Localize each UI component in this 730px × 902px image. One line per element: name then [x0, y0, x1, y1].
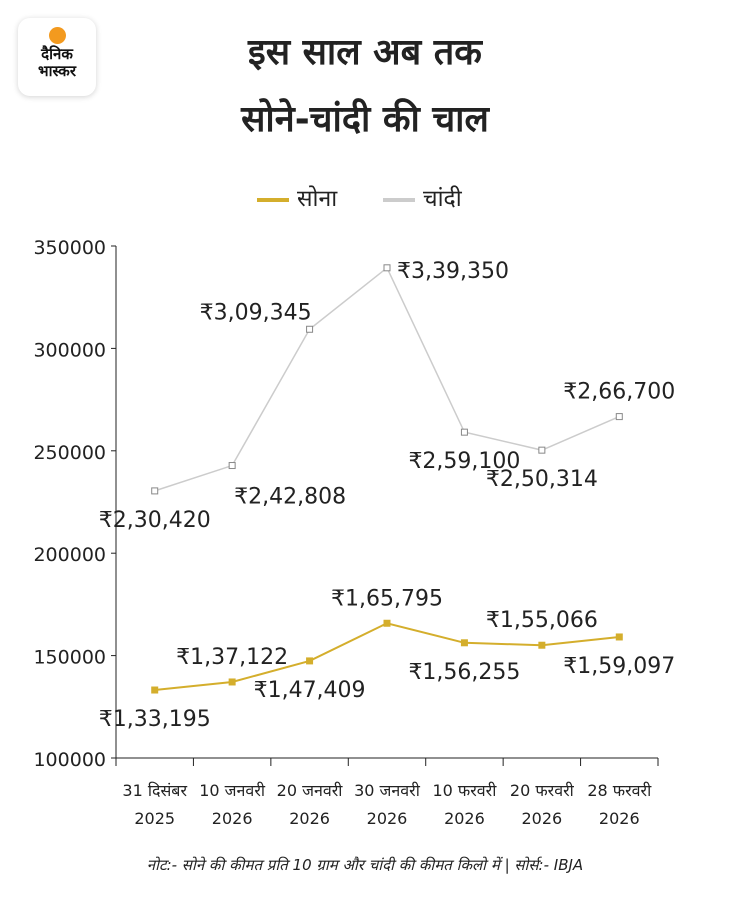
data-point-silver: [616, 414, 622, 420]
legend-label-silver: चांदी: [423, 186, 462, 212]
data-label-gold: ₹1,37,122: [176, 644, 289, 670]
logo-text-line2: भास्कर: [38, 62, 76, 80]
data-label-gold: ₹1,59,097: [563, 653, 676, 679]
x-tick-label-year: 2026: [598, 809, 640, 828]
data-label-gold: ₹1,56,255: [408, 659, 521, 685]
data-label-gold: ₹1,65,795: [331, 586, 443, 612]
data-label-silver: ₹2,50,314: [485, 467, 598, 493]
chart-title-line1: इस साल अब तक: [248, 32, 482, 73]
data-label-silver: ₹2,30,420: [98, 507, 211, 533]
data-point-gold: [229, 678, 236, 685]
data-label-silver: ₹2,42,808: [234, 484, 347, 510]
y-tick-label: 300000: [33, 339, 106, 362]
data-point-gold: [461, 639, 468, 646]
x-tick-label: 28 फरवरी: [587, 781, 652, 800]
data-point-silver: [384, 265, 390, 271]
x-tick-label-year: 2026: [211, 809, 253, 828]
y-tick-label: 200000: [33, 544, 106, 567]
data-label-gold: ₹1,33,195: [98, 707, 211, 733]
x-tick-label-year: 2026: [521, 809, 563, 828]
chart-note: नोट:- सोने की कीमत प्रति 10 ग्राम और चांदी की कीमत किलो में | सोर्स:- IBJA: [146, 856, 584, 874]
y-tick-label: 350000: [33, 237, 106, 259]
data-label-gold: ₹1,55,066: [485, 608, 598, 634]
x-tick-label: 31 दिसंबर: [122, 781, 188, 800]
data-label-silver: ₹3,39,350: [397, 258, 509, 284]
x-tick-label: 30 जनवरी: [354, 781, 420, 800]
data-point-gold: [151, 687, 158, 694]
x-tick-label-year: 2026: [444, 809, 485, 828]
legend-label-gold: सोना: [297, 186, 338, 212]
data-point-silver: [229, 463, 235, 469]
data-point-silver: [539, 447, 545, 453]
data-label-silver: ₹2,66,700: [563, 379, 676, 405]
data-point-gold: [306, 657, 313, 664]
y-tick-label: 250000: [33, 441, 106, 464]
x-tick-label-year: 2026: [289, 809, 330, 828]
data-label-silver: ₹2,59,100: [408, 449, 521, 475]
x-tick-label: 20 जनवरी: [276, 781, 343, 800]
x-tick-label-year: 2026: [366, 809, 408, 828]
data-point-gold: [616, 633, 623, 640]
x-tick-label-year: 2025: [134, 809, 176, 828]
data-point-silver: [152, 488, 158, 494]
y-tick-label: 100000: [33, 749, 106, 771]
data-point-gold: [538, 642, 545, 649]
data-label-silver: ₹3,09,345: [199, 300, 312, 326]
x-tick-label: 20 फरवरी: [509, 781, 574, 800]
x-tick-label: 10 फरवरी: [432, 781, 497, 800]
chart-title-line2: सोने-चांदी की चाल: [241, 99, 489, 140]
data-point-silver: [461, 429, 467, 435]
data-point-gold: [384, 620, 391, 627]
data-point-silver: [307, 326, 313, 332]
logo-text-line1: दैनिक: [41, 45, 73, 63]
y-tick-label: 150000: [33, 646, 106, 669]
x-tick-label: 10 जनवरी: [199, 781, 266, 800]
data-label-gold: ₹1,47,409: [253, 677, 366, 703]
